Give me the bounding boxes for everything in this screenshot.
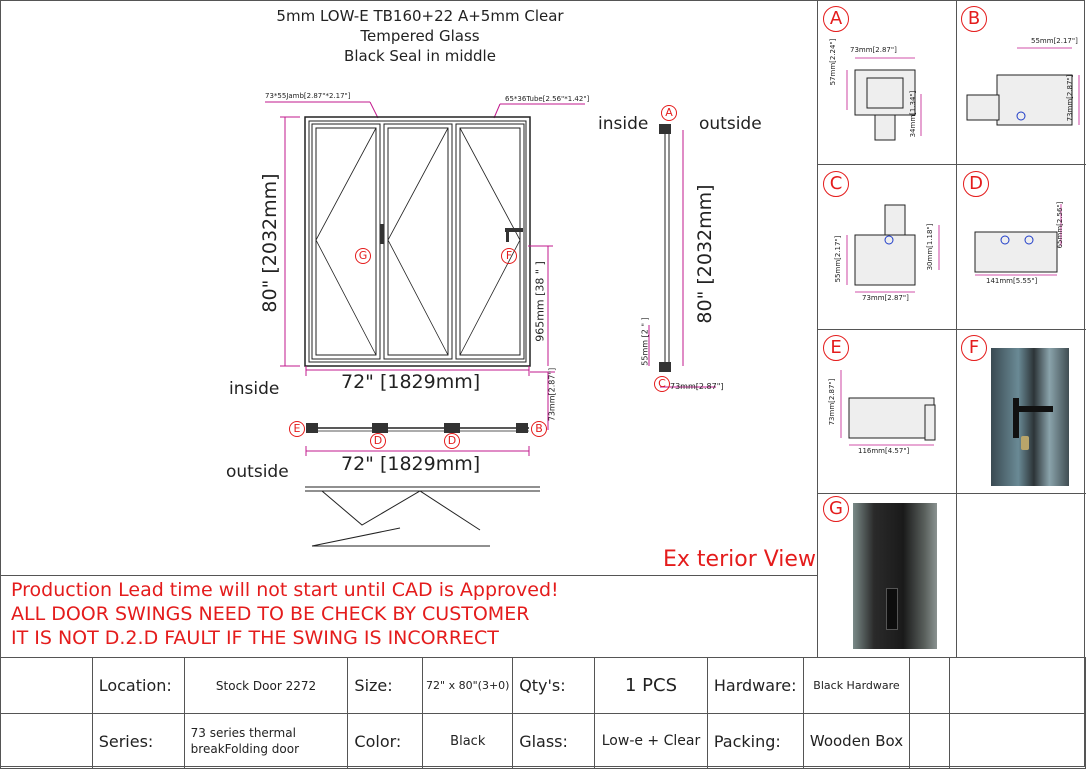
width-dimension: 72" [1829mm]	[341, 371, 481, 393]
height-dimension: 80" [2032mm]	[259, 173, 281, 313]
detail-d-width: 141mm[5.55"]	[986, 277, 1038, 285]
side-top-dimension: 55mm [2 " ]	[640, 317, 650, 366]
color-value: Black	[423, 714, 513, 769]
detail-letter-g: G	[823, 496, 849, 522]
packing-value: Wooden Box	[803, 714, 910, 769]
detail-a-width: 73mm[2.87"]	[850, 46, 897, 54]
tube-label: 65*36Tube[2.56"*1.42"]	[505, 95, 590, 103]
marker-d-1: D	[370, 433, 386, 449]
plan-depth-dimension: 73mm[2.87"]	[547, 367, 557, 422]
warning-line-3: IT IS NOT D.2.D FAULT IF THE SWING IS INCORRECT	[11, 627, 499, 649]
side-height-dimension: 80" [2032mm]	[694, 184, 716, 324]
hardware-value: Black Hardware	[803, 658, 910, 714]
detail-c-height-2: 30mm[1.18"]	[926, 223, 934, 271]
detail-a-height-1: 57mm[2.24"]	[829, 38, 837, 86]
jamb-label: 73*55Jamb[2.87"*2.17"]	[265, 92, 351, 100]
detail-letter-d: D	[963, 171, 989, 197]
divider-h-main	[0, 575, 817, 576]
spec-blank-5	[910, 714, 950, 769]
marker-d-2: D	[444, 433, 460, 449]
detail-letter-e: E	[823, 335, 849, 361]
detail-c-height-1: 55mm[2.17"]	[834, 235, 842, 283]
marker-a: A	[661, 105, 677, 121]
inside-label-side: inside	[598, 114, 649, 134]
spec-blank-6	[950, 714, 1086, 769]
marker-c: C	[654, 376, 670, 392]
spec-blank-3	[950, 658, 1086, 714]
detail-d-height: 65mm[2.56"]	[1056, 201, 1064, 249]
header-line-1: 5mm LOW-E TB160+22 A+5mm Clear	[276, 7, 564, 25]
location-key: Location:	[92, 658, 184, 714]
plan-width-dimension: 72" [1829mm]	[341, 453, 481, 475]
detail-b-height: 73mm[2.87"]	[1066, 74, 1074, 122]
warning-line-2: ALL DOOR SWINGS NEED TO BE CHECK BY CUSTOMER	[11, 603, 530, 625]
marker-f: F	[501, 248, 517, 264]
hardware-key: Hardware:	[707, 658, 803, 714]
warning-line-1: Production Lead time will not start until CAD is Approved!	[11, 579, 559, 601]
warnings	[11, 578, 559, 650]
exterior-view-label: Ex terior View	[663, 547, 816, 572]
detail-b-width: 55mm[2.17"]	[1031, 37, 1078, 45]
spec-blank-4	[1, 714, 93, 769]
detail-c-width: 73mm[2.87"]	[862, 294, 909, 302]
color-key: Color:	[348, 714, 423, 769]
qty-value: 1 PCS	[595, 658, 708, 714]
detail-a-height-2: 34mm[1.34"]	[909, 90, 917, 138]
series-key: Series:	[92, 714, 184, 769]
inside-label-plan: inside	[229, 379, 280, 399]
series-value: 73 series thermal breakFolding door	[184, 714, 348, 769]
packing-key: Packing:	[707, 714, 803, 769]
detail-letter-a: A	[823, 6, 849, 32]
outside-label-side: outside	[699, 114, 762, 134]
marker-e: E	[289, 421, 305, 437]
size-key: Size:	[348, 658, 423, 714]
location-value: Stock Door 2272	[184, 658, 348, 714]
detail-e-width: 116mm[4.57"]	[858, 447, 910, 455]
header-line-3: Black Seal in middle	[344, 47, 496, 65]
detail-letter-c: C	[823, 171, 849, 197]
spec-blank-1	[1, 658, 93, 714]
handle-height-dimension: 965mm [38 " ]	[533, 261, 547, 342]
detail-e-height: 73mm[2.87"]	[828, 378, 836, 426]
qty-key: Qty's:	[513, 658, 595, 714]
outside-label-plan: outside	[226, 462, 289, 482]
size-value: 72" x 80"(3+0)	[423, 658, 513, 714]
detail-letter-f: F	[961, 335, 987, 361]
spec-table	[0, 657, 1086, 769]
side-depth-dimension: 73mm[2.87"]	[670, 382, 724, 391]
glass-value: Low-e + Clear	[595, 714, 708, 769]
detail-letter-b: B	[961, 6, 987, 32]
hardware-photo-g	[853, 503, 937, 649]
marker-b: B	[531, 421, 547, 437]
header-line-2: Tempered Glass	[360, 27, 480, 45]
divider-h-3	[817, 493, 1086, 494]
spec-blank-2	[910, 658, 950, 714]
hardware-photo-f	[991, 348, 1069, 486]
marker-g: G	[355, 248, 371, 264]
glass-key: Glass:	[513, 714, 595, 769]
